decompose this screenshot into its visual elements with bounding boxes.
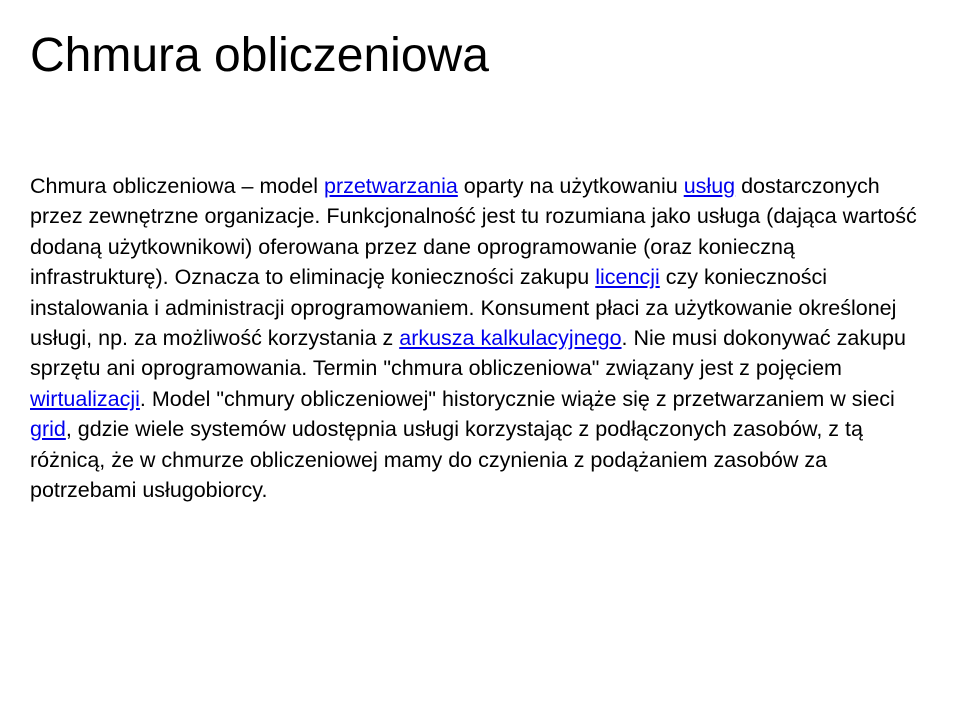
link-licencji[interactable]: licencji — [595, 265, 660, 290]
text-run: . Model "chmury obliczeniowej" historycznie wiąże się z przetwarzaniem w sieci — [139, 386, 895, 411]
body-paragraph — [30, 171, 935, 505]
text-run: . Nie musi dokonywać zakupu sprzętu ani oprogramowania. Termin "chmura obliczeniowa" związany jest z pojęciem — [30, 326, 906, 381]
link-wirtualizacji[interactable]: wirtualizacji — [30, 386, 140, 411]
text-run: czy konieczności instalowania i administracji oprogramowaniem. Konsument płaci za użytkowanie określonej usługi, np. za możliwość korzystania z — [30, 265, 897, 351]
text-run: , gdzie wiele systemów udostępnia usługi korzystając z podłączonych zasobów, z tą różnicą, że w chmurze obliczeniowej mamy do czynienia z podążaniem zasobów za potrzebami usługobiorcy. — [30, 417, 863, 503]
text-run: oparty na użytkowaniu — [457, 174, 684, 198]
text-run: Chmura obliczeniowa – model — [30, 174, 324, 198]
link-grid[interactable]: grid — [30, 417, 66, 442]
link-uslug[interactable]: usług — [683, 174, 736, 198]
text-run: dostarczonych przez zewnętrzne organizacje. Funkcjonalność jest tu rozumiana jako usługa (dająca wartość dodaną użytkownikowi) oferowana przez dane oprogramowanie (oraz konieczną infrastrukturę). Oznacza to eliminację konieczności zakupu — [30, 174, 917, 290]
link-arkusza-kalkulacyjnego[interactable]: arkusza kalkulacyjnego — [399, 326, 622, 351]
slide-title: Chmura obliczeniowa — [30, 29, 489, 82]
link-przetwarzania[interactable]: przetwarzania — [323, 174, 458, 198]
